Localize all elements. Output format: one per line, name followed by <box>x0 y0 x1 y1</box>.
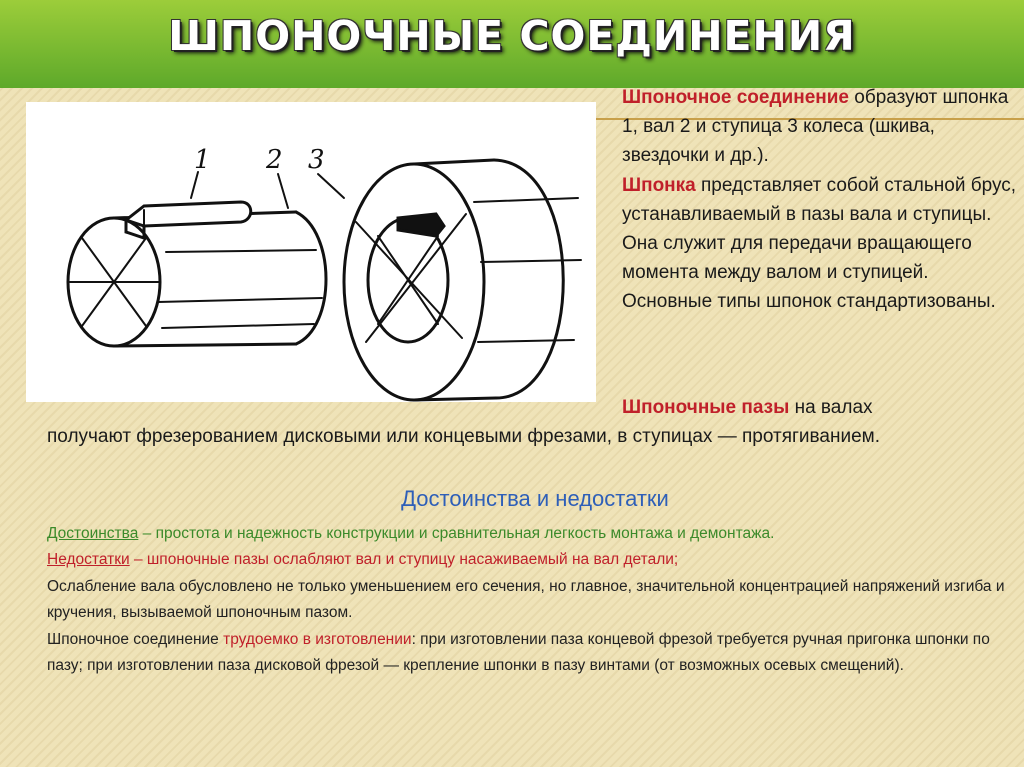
weakening-paragraph: Ослабление вала обусловлено не только уменьшением его сечения, но главное, значительной концентрацией напряжений изгиба и кручения, вызываемой шпоночным пазом. <box>47 577 1005 622</box>
key-paragraph <box>622 171 1018 288</box>
labor-highlight: трудоемко в изготовлении <box>223 630 412 648</box>
label-key: 1 <box>194 145 211 175</box>
section-title: Достоинства и недостатки <box>401 486 669 511</box>
page-title: ШПОНОЧНЫЕ СОЕДИНЕНИЯ <box>168 12 856 60</box>
labor-paragraph <box>47 627 1015 680</box>
labor-start: Шпоночное соединение <box>47 630 224 648</box>
disadvantages-paragraph <box>47 547 1015 573</box>
term-disadvantages: Недостатки <box>47 551 130 569</box>
keyway-paragraph <box>47 393 1017 451</box>
advantages-paragraph <box>47 521 1015 547</box>
keyway-text: получают фрезерованием дисковыми или концевыми фрезами, в ступицах — протягиванием. <box>47 426 880 448</box>
disadvantages-text: – шпоночные пазы ослабляют вал и ступицу насаживаемый на вал детали; <box>129 551 679 569</box>
keyway-text-start: на валах <box>789 397 873 418</box>
label-shaft: 2 <box>266 145 283 175</box>
standard-paragraph: Основные типы шпонок стандартизованы. <box>622 291 996 313</box>
pros-cons-text <box>47 521 1015 679</box>
label-hub: 3 <box>308 145 325 175</box>
description-text <box>622 83 1018 317</box>
definition-paragraph <box>622 83 1018 171</box>
key-joint-drawing <box>26 102 596 402</box>
term-advantages: Достоинства <box>47 525 139 542</box>
key-text: представляет собой стальной брус, устанавливаемый в пазы вала и ступицы. Она служит для передачи вращающего момента между валом и ступицей. <box>622 174 1017 284</box>
term-key: Шпонка <box>622 174 696 196</box>
advantages-text: – простота и надежность конструкции и сравнительная легкость монтажа и демонтажа. <box>138 525 775 542</box>
term-keyways: Шпоночные пазы <box>622 397 790 418</box>
keyway-first-line <box>47 393 1017 422</box>
definition-text: образуют шпонка 1, вал 2 и ступица 3 колеса (шкива, звездочки и др.). <box>622 87 1009 167</box>
term-key-joint: Шпоночное соединение <box>622 87 849 108</box>
labor-text: : при изготовлении паза концевой фрезой требуется ручная пригонка шпонки по пазу; при изготовлении паза дисковой фрезой — крепление шпонки в пазу винтами (от возможных осевых смещений). <box>47 630 990 675</box>
key-joint-figure <box>26 102 596 402</box>
